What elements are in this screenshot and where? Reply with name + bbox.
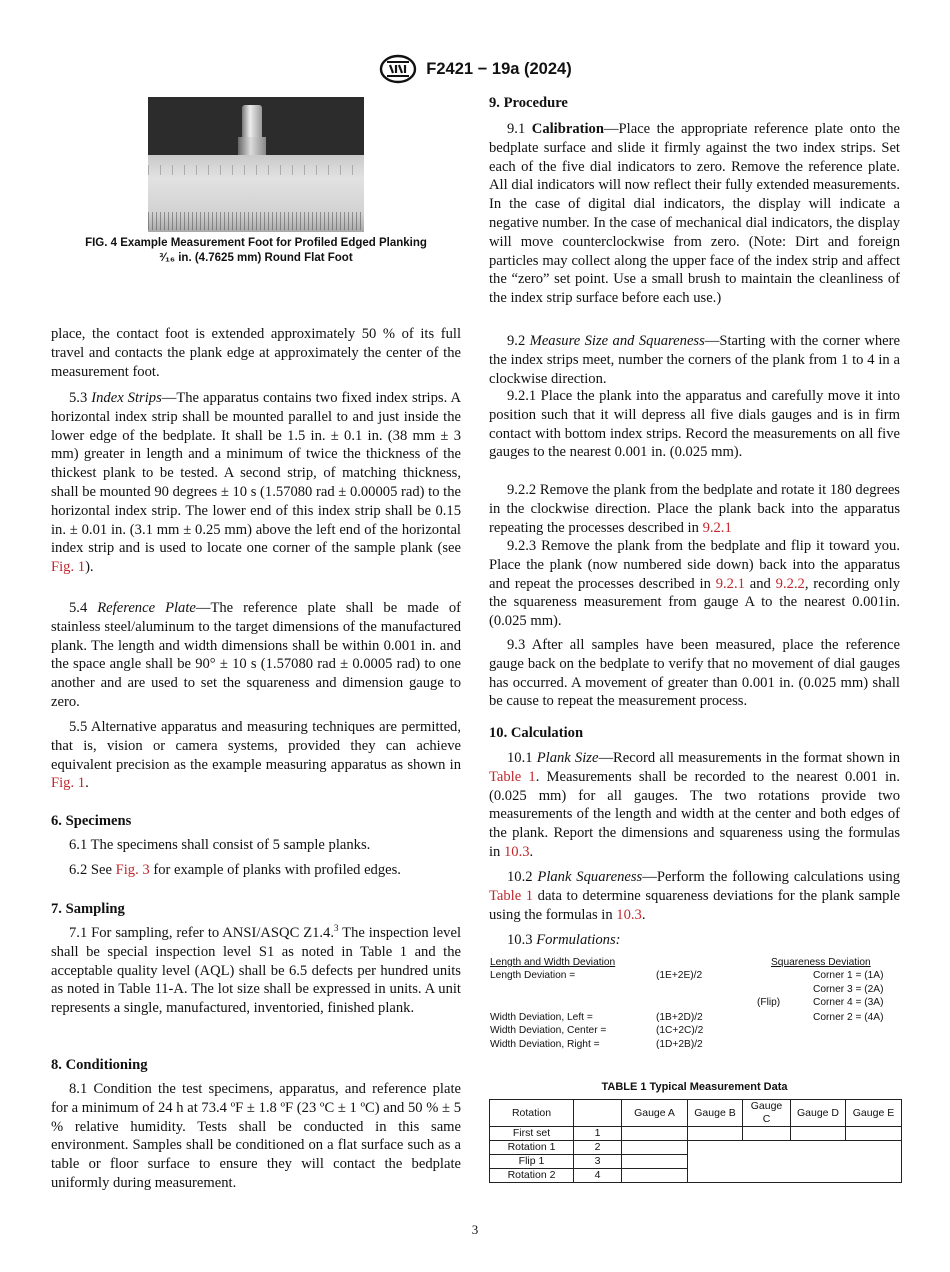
paragraph-5-4: 5.4 Reference Plate—The reference plate shall be made of stainless steel/aluminum to the target dimensions of the manufactured plank. The length and width dimensions shall be within 0.001 in. and the space angle shall be 90° ± 10 s (1.57080 rad ± 0.0005 rad) to one another and are used to set the squareness and dimension gauge to zero. bbox=[51, 600, 461, 710]
link-table-1b[interactable]: Table 1 bbox=[489, 887, 534, 904]
length-deviation-expr: (1E+2E)/2 bbox=[656, 970, 703, 981]
page-number: 3 bbox=[471, 1222, 479, 1237]
link-9-2-1[interactable]: 9.2.1 bbox=[702, 519, 732, 536]
paragraph-5-3: 5.3 Index Strips—The apparatus contains two fixed index strips. A horizontal index strip shall be mounted parallel to and just inside the lower edge of the bedplate. It shall be 1.5 in. ± 0.1 in. (38 mm ± 3 mm) greater in length and a minimum of twice the thickness of the thickest plank to be tested. A second strip, of matching thickness, shall be mounted 90 degrees ± 10 s (1.57080 rad ± 0.00005 rad) to the horizontal index strip. The lower end of this index strip shall be 0.15 in. ± 0.01 in. (3.1 mm ± 0.25 mm) above the left end of the horizontal index strip and is used to locate one corner of the sample plank (see Fig. 1). bbox=[51, 390, 461, 576]
link-fig-1[interactable]: Fig. 1 bbox=[51, 559, 86, 576]
paragraph-9-2: 9.2 Measure Size and Squareness—Starting with the corner where the index strips meet, number the corners of the plank from 1 to 4 in a clockwise direction. bbox=[489, 333, 900, 387]
section-10 bbox=[489, 724, 900, 742]
section-5-continued bbox=[51, 325, 461, 381]
section-8 bbox=[51, 1056, 461, 1074]
paragraph-5-5: 5.5 Alternative apparatus and measuring techniques are permitted, that is, vision or camera systems, provided they can achieve equivalent precision as the example measuring apparatus as shown in Fig. 1. bbox=[51, 719, 461, 792]
paragraph-8-1: 8.1 Condition the test specimens, apparatus, and reference plate for a minimum of 24 h at 73.4 ºF ± 1.8 ºF (23 ºC ± 1 ºC) and 50 % ± 5 % relative humidity. Tests shall be conducted in this same environment. Samples shall be conditioned on a flat surface such as a table or floor surface to ensure they will contact the bedplate uniformly during measurement. bbox=[51, 1081, 461, 1191]
document-id: F2421 − 19a (2024) bbox=[426, 59, 572, 78]
width-left-expr: (1B+2D)/2 bbox=[656, 1012, 703, 1023]
paragraph-6-2: 6.2 See Fig. 3 for example of planks with profiled edges. bbox=[69, 862, 401, 878]
paragraph-continued: place, the contact foot is extended approximately 50 % of its full travel and contacts the plank edge at approximately the center of the measurement foot. bbox=[51, 326, 461, 380]
paragraph-9-1: 9.1 Calibration—Place the appropriate reference plate onto the bedplate surface and slide it firmly against the two index strips. Set each of the five dial indicators to zero. Remove the reference plate. All dial indicators will now reflect their fully extended measurements. In the case of digital dial indicators, the display will indicate a negative number. In the case of mechanical dial indicators, the display will move counterclockwise from zero. (Note: Dirt and foreign particles may collect along the upper face of the index strip and affect the “zero” set point. Use a small brush to maintain the cleanliness of the index strip surface before each use.) bbox=[489, 121, 900, 307]
width-right-expr: (1D+2B)/2 bbox=[656, 1039, 703, 1050]
section-9-title: 9. Procedure bbox=[489, 95, 568, 111]
table-row: First set 1 bbox=[490, 1127, 902, 1141]
squareness-heading: Squareness Deviation bbox=[771, 957, 871, 968]
section-7 bbox=[51, 900, 461, 918]
link-10-3[interactable]: 10.3 bbox=[504, 843, 530, 860]
paragraph-10-2: 10.2 Plank Squareness—Perform the following calculations using Table 1 data to determine squareness deviations for the plank sample using the formulas in 10.3. bbox=[489, 869, 900, 923]
page-header bbox=[0, 52, 950, 86]
table-row: Flip 1 3 bbox=[490, 1155, 902, 1169]
lw-deviation-heading: Length and Width Deviation bbox=[490, 957, 616, 968]
link-10-3b[interactable]: 10.3 bbox=[616, 906, 642, 923]
link-table-1[interactable]: Table 1 bbox=[489, 768, 536, 785]
section-6-title: 6. Specimens bbox=[51, 813, 132, 829]
corner-3: Corner 3 = (2A) bbox=[813, 984, 884, 995]
flip-label: (Flip) bbox=[757, 997, 781, 1008]
section-10-title: 10. Calculation bbox=[489, 725, 584, 741]
table-row: Rotation 2 4 bbox=[490, 1169, 902, 1183]
table-1-caption: TABLE 1 Typical Measurement Data bbox=[601, 1081, 788, 1093]
paragraph-6-1: 6.1 The specimens shall consist of 5 sample planks. bbox=[69, 837, 371, 853]
paragraph-9-2-1: 9.2.1 Place the plank into the apparatus and carefully move it into position such that it will depress all five dials gauges and is in firm contact with bottom index strips. Record the measurements on all five gauges to the nearest 0.001 in. (0.025 mm). bbox=[489, 388, 900, 461]
paragraph-7-1: 7.1 For sampling, refer to ANSI/ASQC Z1.4.$^3$ The inspection level shall be special inspection level S1 as noted in Table 1 and the acceptable quality level (AQL) shall be 6.5 defects per hundred units as noted in Table 11-A. The lot size shall be expressed in units. A unit represents a single, manufactured, inventoried, finished plank. bbox=[51, 923, 461, 1017]
corner-2: Corner 2 = (4A) bbox=[813, 1012, 884, 1023]
table-row: Rotation 1 2 bbox=[490, 1141, 902, 1155]
paragraph-10-1: 10.1 Plank Size—Record all measurements in the format shown in Table 1. Measurements shall be recorded to the nearest 0.001 in. (0.025 mm) for all gauges. The two rotations provide two measurements of the length and width at the center and both edges of the plank. Report the dimensions and squareness using the formulas in 10.3. bbox=[489, 750, 900, 860]
paragraph-9-2-3: 9.2.3 Remove the plank from the bedplate and flip it toward you. Place the plank (now numbered side down) back into the apparatus and repeat the processes described in 9.2.1 and 9.2.2, recording only the squareness measurement from gauge A to the nearest 0.001in. (0.025 mm). bbox=[489, 538, 900, 630]
measurement-foot-base bbox=[238, 137, 266, 155]
table-1 bbox=[489, 1099, 902, 1183]
link-fig-1b[interactable]: Fig. 1 bbox=[51, 775, 86, 792]
section-7-title: 7. Sampling bbox=[51, 901, 125, 917]
astm-logo-icon bbox=[378, 54, 418, 84]
ruler bbox=[148, 155, 364, 232]
link-9-2-1b[interactable]: 9.2.1 bbox=[715, 575, 745, 592]
figure-4-caption: FIG. 4 Example Measurement Foot for Profiled Edged Planking ³⁄₁₆ in. (4.7625 mm) Round Flat Foot bbox=[85, 237, 427, 264]
corner-1: Corner 1 = (1A) bbox=[813, 970, 884, 981]
link-fig-3[interactable]: Fig. 3 bbox=[115, 862, 150, 878]
corner-4: Corner 4 = (3A) bbox=[813, 997, 884, 1008]
table-header-row: Rotation Gauge A Gauge B Gauge C Gauge D Gauge E bbox=[490, 1100, 902, 1127]
link-9-2-2[interactable]: 9.2.2 bbox=[775, 575, 805, 592]
section-6 bbox=[51, 812, 461, 830]
paragraph-9-3: 9.3 After all samples have been measured, place the reference gauge back on the bedplate to verify that no movement of dial gauges has occurred. A movement of greater than 0.001 in. (0.025 mm) shall be cause to repeat the measurement process. bbox=[489, 637, 900, 710]
section-8-title: 8. Conditioning bbox=[51, 1057, 148, 1073]
width-left-label: Width Deviation, Left = bbox=[490, 1012, 593, 1023]
width-center-label: Width Deviation, Center = bbox=[490, 1025, 607, 1036]
width-right-label: Width Deviation, Right = bbox=[490, 1039, 600, 1050]
length-deviation-label: Length Deviation = bbox=[490, 970, 576, 981]
section-9 bbox=[489, 94, 900, 112]
figure-4-photo bbox=[148, 97, 364, 232]
paragraph-10-3: 10.3 Formulations: bbox=[507, 932, 621, 948]
width-center-expr: (1C+2C)/2 bbox=[656, 1025, 704, 1036]
paragraph-9-2-2: 9.2.2 Remove the plank from the bedplate and rotate it 180 degrees in the clockwise direction. Place the plank back into the apparatus repeating the processes described in 9.2.1 bbox=[489, 482, 900, 536]
